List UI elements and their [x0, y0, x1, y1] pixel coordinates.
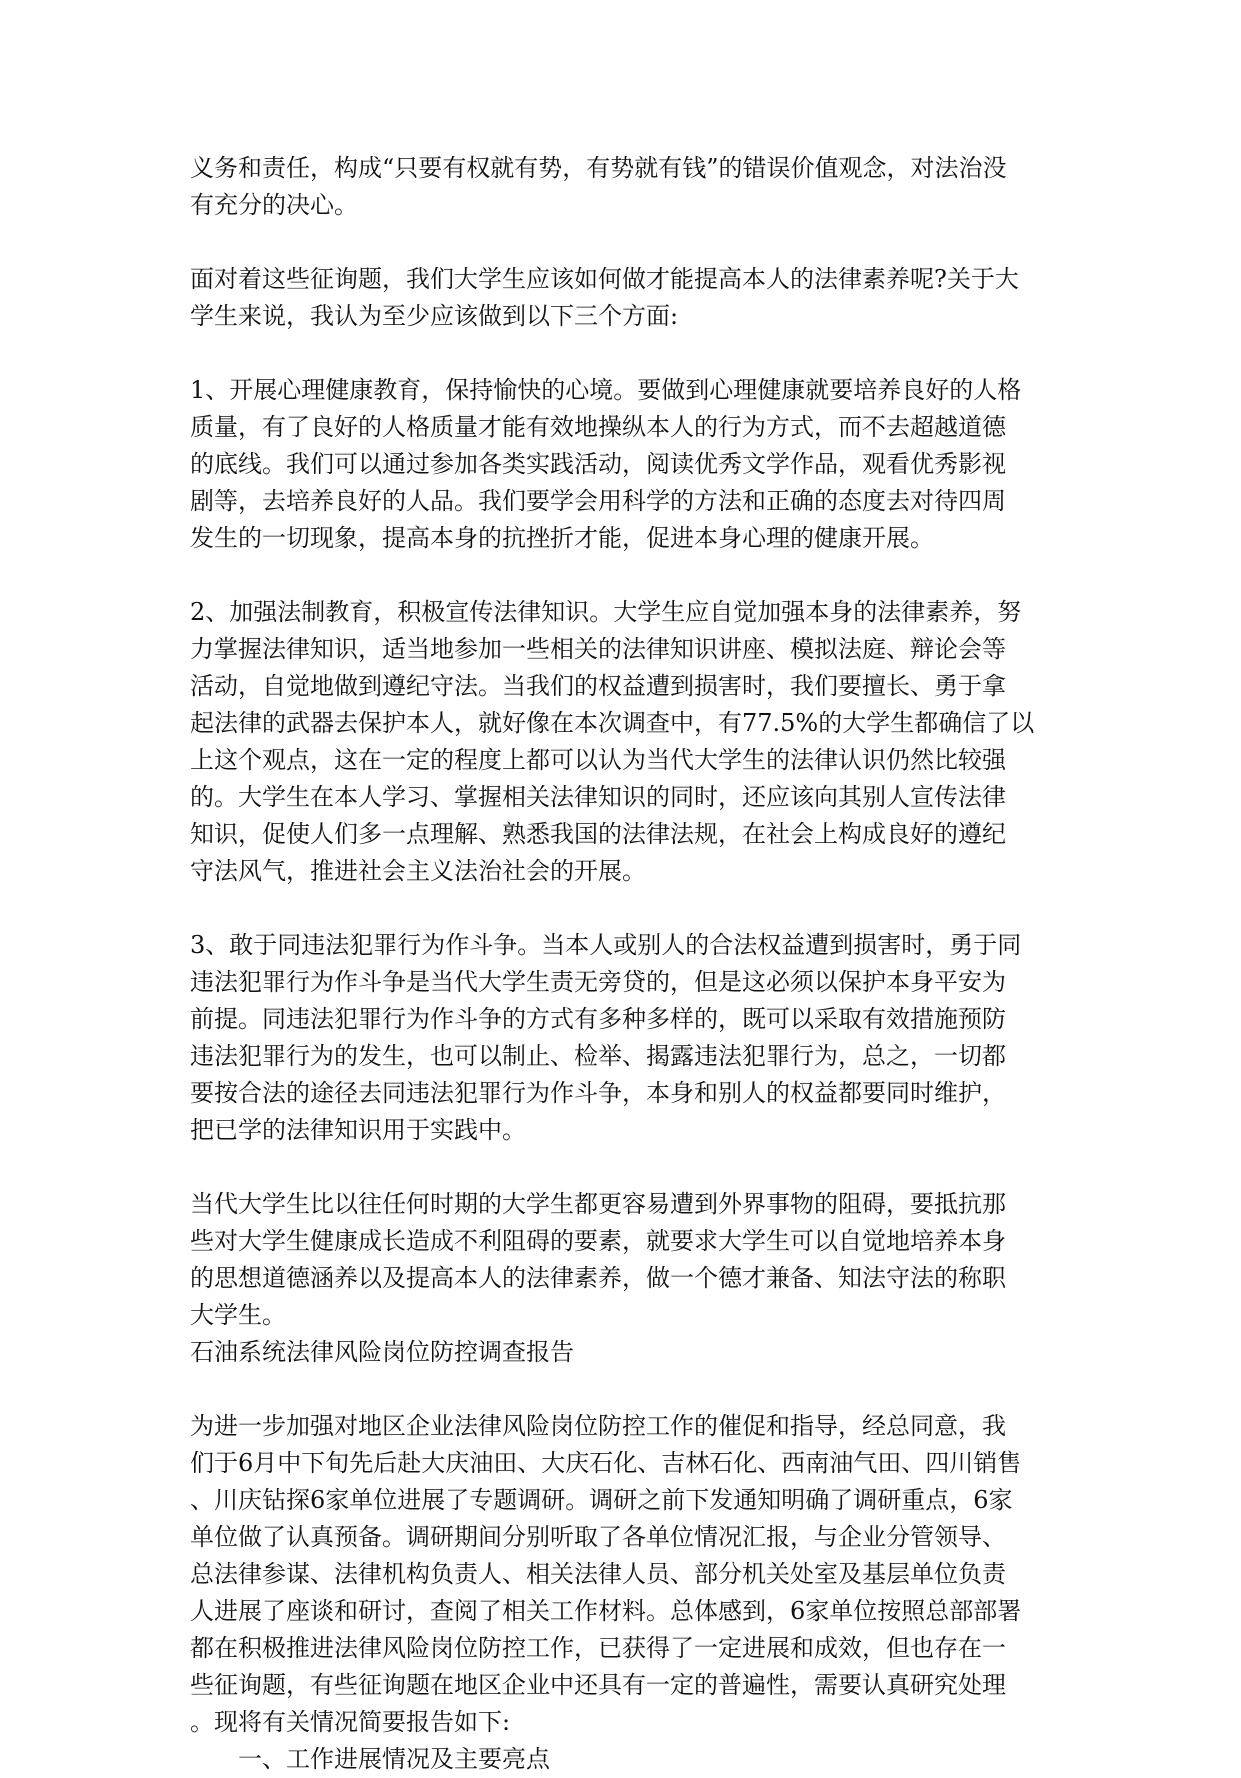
paragraph-gap: [190, 335, 1050, 372]
paragraph-gap: [190, 890, 1050, 927]
section-heading-1: 一、工作进展情况及主要亮点: [238, 1745, 550, 1773]
paragraph-point-3: 3、敢于同违法犯罪行为作斗争。当本人或别人的合法权益遭到损害时，勇于同 违法犯罪行为作斗争是当代大学生责无旁贷的，但是这必须以保护本身平安为 前提。同违法犯罪行为作斗争的方式有多种多样的，既可以采取有效措施预防 违法犯罪行为的发生，也可以制止、检举、揭露违法犯罪行为，总之，一切都 要按合法的途径去同违法犯罪行为作斗争，本身和别人的权益都要同时维护， 把已学的法律知识用于实践中。: [190, 931, 1022, 1144]
paragraph-report-intro: 为进一步加强对地区企业法律风险岗位防控工作的催促和指导，经总同意，我 们于6月中下旬先后赴大庆油田、大庆石化、吉林石化、西南油气田、四川销售 、川庆钻探6家单位进展了专题调研。调研之前下发通知明确了调研重点，6家 单位做了认真预备。调研期间分别听取了各单位情况汇报，与企业分管领导、 总法律参谋、法律机构负责人、相关法律人员、部分机关处室及基层单位负责 人进展了座谈和研讨，查阅了相关工作材料。总体感到，6家单位按照总部部署 都在积极推进法律风险岗位防控工作，已获得了一定进展和成效，但也存在一 些征询题，有些征询题在地区企业中还具有一定的普遍性，需要认真研究处理 。现将有关情况简要报告如下:: [190, 1412, 1022, 1736]
document-body: [190, 150, 1050, 1778]
report-title: 石油系统法律风险岗位防控调查报告: [190, 1338, 574, 1366]
paragraph-duty-and-responsibility: 义务和责任，构成“只要有权就有势，有势就有钱”的错误价值观念，对法治没 有充分的决心。: [190, 154, 1007, 219]
paragraph-gap: [190, 1149, 1050, 1186]
paragraph-point-2: 2、加强法制教育，积极宣传法律知识。大学生应自觉加强本身的法律素养，努 力掌握法律知识，适当地参加一些相关的法律知识讲座、模拟法庭、辩论会等 活动，自觉地做到遵纪守法。当我们的权益遭到损害时，我们要擅长、勇于拿 起法律的武器去保护本人，就好像在本次调查中，有77.5%的大学生都确信了以 上这个观点，这在一定的程度上都可以认为当代大学生的法律认识仍然比较强 的。大学生在本人学习、掌握相关法律知识的同时，还应该向其别人宣传法律 知识，促使人们多一点理解、熟悉我国的法律法规，在社会上构成良好的遵纪 守法风气，推进社会主义法治社会的开展。: [190, 598, 1035, 885]
paragraph-gap: [190, 1371, 1050, 1408]
paragraph-conclusion: 当代大学生比以往任何时期的大学生都更容易遭到外界事物的阻碍，要抵抗那 些对大学生健康成长造成不利阻碍的要素，就要求大学生可以自觉地培养本身 的思想道德涵养以及提高本人的法律素养，做一个德才兼备、知法守法的称职 大学生。: [190, 1190, 1006, 1329]
paragraph-point-1: 1、开展心理健康教育，保持愉快的心境。要做到心理健康就要培养良好的人格 质量，有了良好的人格质量才能有效地操纵本人的行为方式，而不去超越道德 的底线。我们可以通过参加各类实践活动，阅读优秀文学作品，观看优秀影视 剧等，去培养良好的人品。我们要学会用科学的方法和正确的态度去对待四周 发生的一切现象，提高本身的抗挫折才能，促进本身心理的健康开展。: [190, 376, 1022, 552]
paragraph-question-intro: 面对着这些征询题，我们大学生应该如何做才能提高本人的法律素养呢?关于大 学生来说，我认为至少应该做到以下三个方面:: [190, 265, 1019, 330]
paragraph-gap: [190, 224, 1050, 261]
paragraph-gap: [190, 557, 1050, 594]
